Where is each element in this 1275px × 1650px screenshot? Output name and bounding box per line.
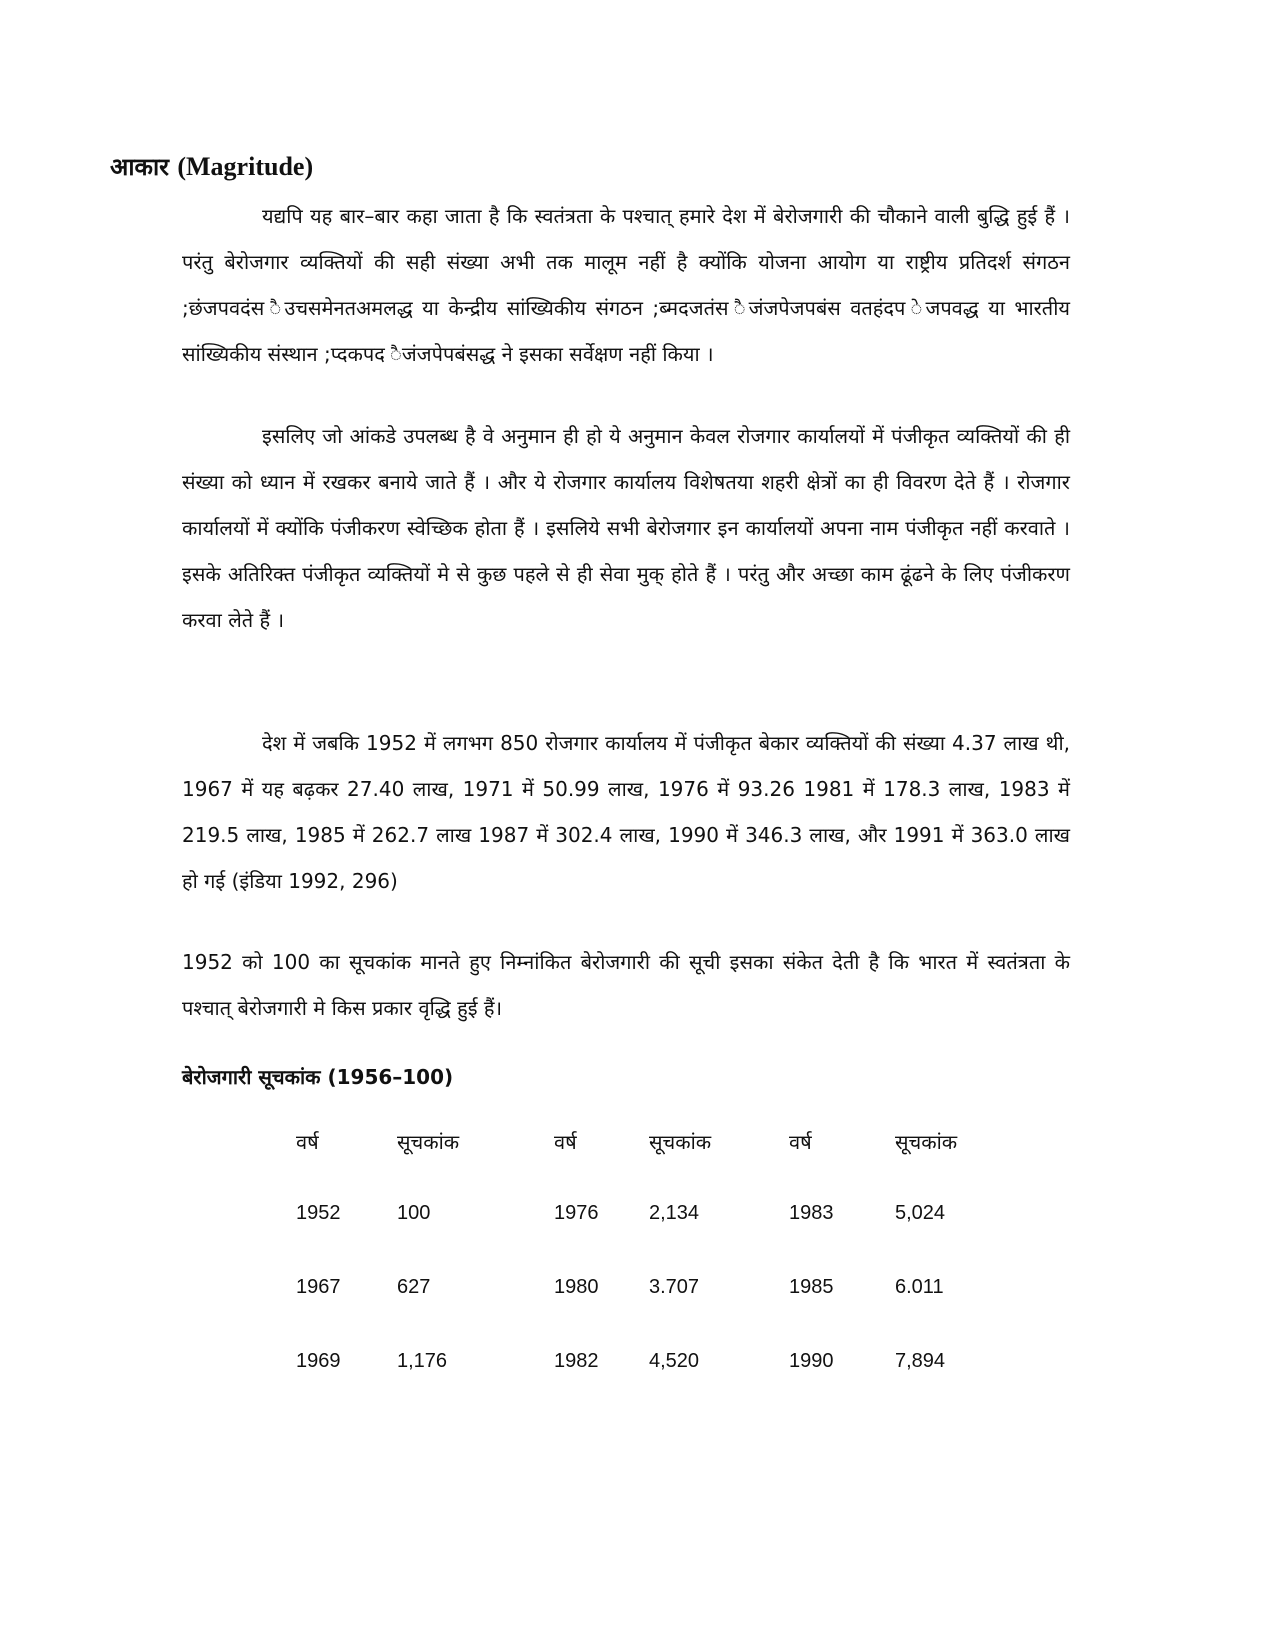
header-year-3: वर्ष (789, 1130, 812, 1154)
table-cell: 4,520 (649, 1350, 700, 1372)
table-cell: 1982 (554, 1350, 599, 1372)
paragraph-4: 1952 को 100 का सूचकांक मानते हुए निम्नांकित बेरोजगारी की सूची इसका संकेत देती है कि भारत में स्वतंत्रता के पश्चात् बेरोजगारी मे किस प्रकार वृद्धि हुई हैं। (182, 950, 1070, 1020)
table-cell: 6.011 (895, 1276, 944, 1298)
table-cell: 1985 (789, 1276, 834, 1298)
table-cell: 2,134 (649, 1202, 700, 1224)
heading-hindi: आकार (110, 153, 169, 181)
table-cell: 627 (397, 1276, 431, 1298)
table-title: बेरोजगारी सूचकांक (1956–100) (182, 1065, 454, 1089)
table-cell: 7,894 (895, 1350, 946, 1372)
header-year-2: वर्ष (554, 1130, 577, 1154)
table-cell: 100 (397, 1202, 431, 1224)
header-index-1: सूचकांक (397, 1130, 460, 1154)
header-index-2: सूचकांक (649, 1130, 712, 1154)
table-cell: 1969 (296, 1350, 341, 1372)
table-cell: 1976 (554, 1202, 599, 1224)
table-cell: 3.707 (649, 1276, 700, 1298)
paragraph-3: देश में जबकि 1952 में लगभग 850 रोजगार कार्यालय में पंजीकृत बेकार व्यक्तियों की संख्या 4.37 लाख थी, 1967 में यह बढ़कर 27.40 लाख, 1971 में 50.99 लाख, 1976 में 93.26 1981 में 178.3 लाख, 1983 में 219.5 लाख, 1985 में 262.7 लाख 1987 में 302.4 लाख, 1990 में 346.3 लाख, और 1991 में 363.0 लाख हो गई (इंडिया 1992, 296) (182, 731, 1070, 893)
paragraph-1: यद्यपि यह बार–बार कहा जाता है कि स्वतंत्रता के पश्चात् हमारे देश में बेरोजगारी की चौकाने वाली बुद्धि हुई हैं । परंतु बेरोजगार व्यक्तियों की सही संख्या अभी तक मालूम नहीं है क्योंकि योजना आयोग या राष्ट्रीय प्रतिदर्श संगठन ;छंजपवदंस ैउचसमेनतअमलद्ध या केन्द्रीय सांख्यिकीय संगठन ;ब्मदजतंस ैजंजपेजपबंस वतहंदप ेजपवद्ध या भारतीय सांख्यिकीय संस्थान ;प्दकपद ैजंजपेपबंसद्ध ने इसका सर्वेक्षण नहीं किया । (182, 204, 1070, 366)
table-cell: 5,024 (895, 1202, 946, 1224)
table-cell: 1967 (296, 1276, 341, 1298)
table-cell: 1952 (296, 1202, 341, 1224)
section-heading (110, 150, 313, 183)
table-cell: 1990 (789, 1350, 834, 1372)
table-cell: 1983 (789, 1202, 834, 1224)
table-cell: 1980 (554, 1276, 599, 1298)
paragraph-2: इसलिए जो आंकडे उपलब्ध है वे अनुमान ही हो ये अनुमान केवल रोजगार कार्यालयों में पंजीकृत व्यक्तियों की ही संख्या को ध्यान में रखकर बनाये जाते हैं । और ये रोजगार कार्यालय विशेषतया शहरी क्षेत्रों का ही विवरण देते हैं । रोजगार कार्यालयों में क्योंकि पंजीकरण स्वेच्छिक होता हैं । इसलिये सभी बेरोजगार इन कार्यालयों अपना नाम पंजीकृत नहीं करवाते । इसके अतिरिक्त पंजीकृत व्यक्तियों मे से कुछ पहले से ही सेवा मुक् होते हैं । परंतु और अच्छा काम ढूंढने के लिए पंजीकरण करवा लेते हैं । (182, 424, 1070, 632)
heading-latin: (Magritude) (177, 152, 314, 181)
header-index-3: सूचकांक (895, 1130, 958, 1154)
table-cell: 1,176 (397, 1350, 448, 1372)
header-year-1: वर्ष (296, 1130, 319, 1154)
